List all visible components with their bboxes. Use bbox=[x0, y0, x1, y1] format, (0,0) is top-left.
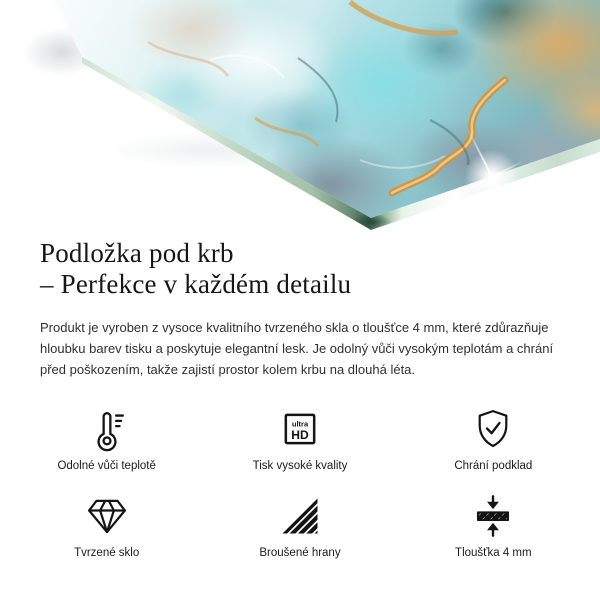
feature-label: Tisk vysoké kvality bbox=[252, 460, 348, 472]
feature-protects-floor bbox=[397, 406, 590, 474]
feature-label: Tloušťka 4 mm bbox=[455, 547, 532, 559]
ultra-hd-icon-text-top: ultra bbox=[291, 419, 309, 429]
feature-ground-edges bbox=[203, 493, 396, 561]
feature-grid bbox=[10, 406, 590, 561]
title-line-1: Podložka pod krb bbox=[40, 238, 234, 268]
feature-heat-resistant bbox=[10, 406, 203, 474]
product-description: Produkt je vyroben z vysoce kvalitního tvrzeného skla o tloušťce 4 mm, které zdůrazňuje hloubku barev tisku a poskytuje elegantní lesk. Je odolný vůči vysokým teplotám a chrání před poškozením, takže zajistí prostor kolem krbu na dlouhá léta. bbox=[40, 320, 554, 377]
thickness-icon bbox=[471, 493, 515, 539]
ultra-hd-icon bbox=[280, 406, 320, 452]
feature-tempered-glass bbox=[10, 493, 203, 561]
feature-label: Odolné vůči teplotě bbox=[57, 460, 156, 472]
feature-label: Tvrzené sklo bbox=[74, 547, 140, 559]
page-title bbox=[40, 238, 560, 300]
shield-check-icon bbox=[471, 406, 515, 452]
feature-thickness bbox=[397, 493, 590, 561]
title-line-2: – Perfekce v každém detailu bbox=[40, 269, 352, 299]
feature-label: Broušené hrany bbox=[259, 547, 341, 559]
ultra-hd-icon-text-bottom: HD bbox=[291, 428, 309, 442]
thermometer-icon bbox=[84, 406, 130, 452]
beveled-edges-icon bbox=[280, 493, 320, 539]
feature-label: Chrání podklad bbox=[454, 460, 533, 472]
product-photo bbox=[0, 0, 600, 232]
feature-print-quality bbox=[203, 406, 396, 474]
diamond-icon bbox=[85, 493, 129, 539]
